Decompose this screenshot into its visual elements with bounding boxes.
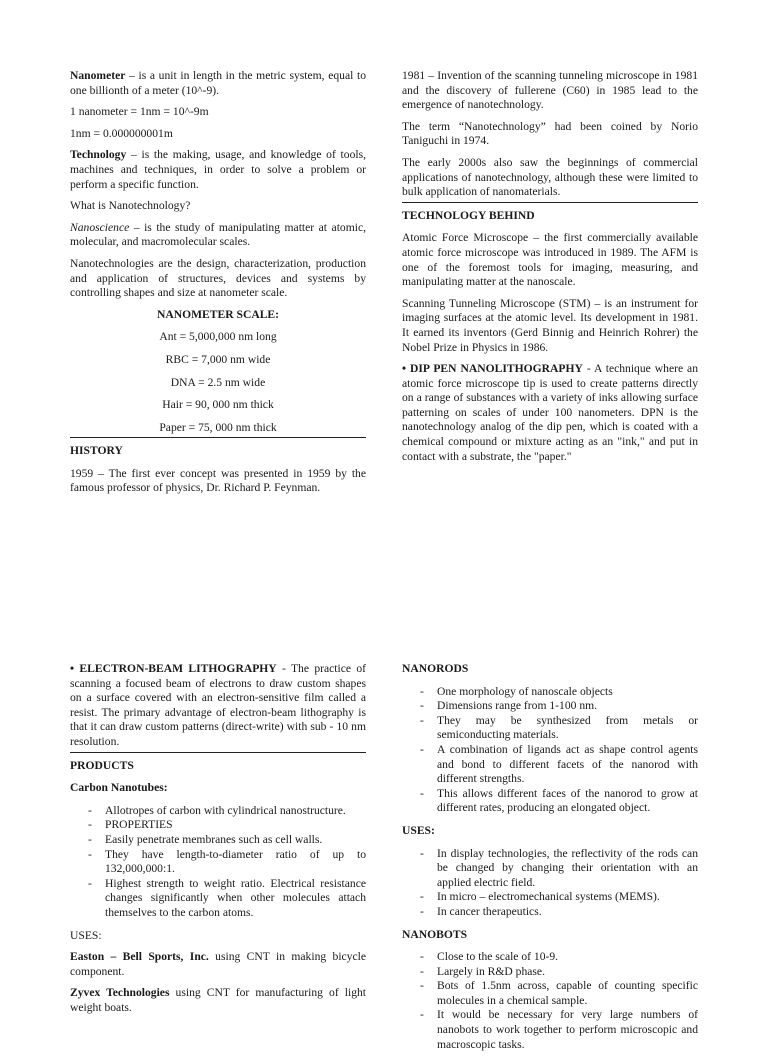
divider	[70, 752, 366, 753]
uses-list	[402, 847, 698, 920]
scale-item: DNA = 2.5 nm wide	[170, 375, 266, 389]
list-item: - It would be necessary for very large numbers of nanobots to work together to perform microscopic and macroscopic tasks.	[402, 1008, 698, 1052]
term: Easton – Bell Sports, Inc.	[70, 950, 209, 964]
list-item: - In cancer therapeutics.	[402, 905, 698, 920]
scale-item: RBC = 7,000 nm wide	[165, 352, 271, 366]
carbon-nanotubes-heading: Carbon Nanotubes:	[70, 781, 168, 795]
term: Nanoscience	[70, 220, 130, 234]
term: Zyvex Technologies	[70, 986, 170, 1000]
equation-1: 1 nanometer = 1nm = 10^-9m	[70, 105, 209, 119]
nanorods-heading: NANORODS	[402, 662, 469, 675]
scale-heading: NANOMETER SCALE:	[156, 307, 280, 321]
nanotechnologies-paragraph: Nanotechnologies are the design, characterization, production and application of structures, devices and systems by controlling shapes and size at nanometer scale.	[70, 256, 366, 300]
stm-paragraph: Scanning Tunneling Microscope (STM) – is an instrument for imaging surfaces at the atomic level. Its development in 1981. It earned its inventors (Gerd Binnig and Heinrich Rohrer) the Nobel Prize in Physics in 1986.	[402, 296, 698, 354]
term: Nanometer	[70, 69, 126, 82]
list-item: - Close to the scale of 10-9.	[402, 950, 698, 965]
list-item: - Bots of 1.5nm across, capable of counting specific molecules in a chemical sample.	[402, 979, 698, 1008]
easton-paragraph: Easton – Bell Sports, Inc. using CNT in making bicycle component.	[70, 950, 366, 978]
nanobots-list	[402, 950, 698, 1052]
term: • DIP PEN NANOLITHOGRAPHY	[402, 362, 583, 376]
history-2000s: The early 2000s also saw the beginnings of commercial applications of nanotechnology, although these were limited to bulk application of nanomaterials.	[402, 155, 698, 199]
history-1959: 1959 – The first ever concept was presented in 1959 by the famous professor of physics, Dr. Richard P. Feynman.	[70, 466, 366, 495]
list-item: - One morphology of nanoscale objects	[402, 685, 698, 700]
dpn-paragraph: • DIP PEN NANOLITHOGRAPHY - A technique where an atomic force microscope tip is used to create patterns directly on a range of substances with a variety of inks allowing surface patterning on scales of under 100 nanometers. DPN is the nanotechnology analog of the dip pen, which is coated with a chemical compound or mixture acting as an "ink," and put in contact with a substrate, the "paper."	[402, 362, 699, 463]
uses-heading: USES:	[402, 823, 435, 837]
list-item: - This allows different faces of the nanorod to grow at different rates, producing an elongated object.	[402, 787, 698, 816]
uses-label: USES:	[70, 928, 102, 942]
scale-item: Ant = 5,000,000 nm long	[159, 330, 277, 344]
nanometer-definition: Nanometer – is a unit in length in the metric system, equal to one billionth of a meter (10^-9).	[70, 69, 366, 97]
nanobots-heading: NANOBOTS	[402, 927, 468, 941]
page1-right-column	[402, 69, 698, 471]
list-item: - A combination of ligands act as shape control agents and bond to different facets of the nanorod with different strengths.	[402, 743, 698, 787]
nanoscience-definition: Nanoscience – is the study of manipulating matter at atomic, molecular, and macromolecular scales.	[70, 220, 366, 249]
list-item: - Dimensions range from 1-100 nm.	[402, 699, 698, 714]
history-heading: HISTORY	[70, 444, 123, 458]
list-item: - Largely in R&D phase.	[402, 965, 698, 980]
page2-right-column	[402, 662, 698, 1060]
carbon-nanotubes-list	[70, 804, 366, 921]
history-term: The term “Nanotechnology” had been coined by Norio Taniguchi in 1974.	[402, 119, 698, 148]
technology-heading: TECHNOLOGY BEHIND	[402, 208, 535, 222]
page1-left-column	[70, 69, 366, 503]
nanotech-question: What is Nanotechnology?	[70, 199, 191, 213]
zyvex-paragraph: Zyvex Technologies using CNT for manufacturing of light weight boats.	[70, 986, 367, 1014]
list-item: - They may be synthesized from metals or semiconducting materials.	[402, 714, 698, 743]
list-item: - Highest strength to weight ratio. Electrical resistance changes significantly when other molecules attach themselves to the carbon atoms.	[70, 877, 366, 921]
term: • ELECTRON-BEAM LITHOGRAPHY	[70, 662, 277, 675]
divider	[70, 437, 366, 438]
list-item: - They have length-to-diameter ratio of up to 132,000,000:1.	[70, 848, 366, 877]
scale-item: Paper = 75, 000 nm thick	[159, 420, 277, 434]
list-item: - Allotropes of carbon with cylindrical nanostructure.	[70, 804, 366, 819]
ebl-paragraph: • ELECTRON-BEAM LITHOGRAPHY - The practice of scanning a focused beam of electrons to draw custom shapes on a surface covered with an electron-sensitive film called a resist. The primary advantage of electron-beam lithography is that it can draw custom patterns (direct-write) with sub - 10 nm resolution.	[70, 662, 366, 748]
history-1981: 1981 – Invention of the scanning tunneling microscope in 1981 and the discovery of fullerene (C60) in 1985 lead to the emergence of nanotechnology.	[402, 69, 698, 112]
equation-2: 1nm = 0.000000001m	[70, 126, 173, 140]
page2-left-column	[70, 662, 366, 1022]
divider	[402, 202, 698, 203]
scale-item: Hair = 90, 000 nm thick	[162, 398, 274, 412]
term: Technology	[70, 148, 127, 162]
list-item: - In micro – electromechanical systems (MEMS).	[402, 890, 698, 905]
products-heading: PRODUCTS	[70, 758, 134, 772]
list-item: - Easily penetrate membranes such as cell walls.	[70, 833, 366, 848]
technology-definition: Technology – is the making, usage, and knowledge of tools, machines and techniques, in order to solve a problem or perform a specific function.	[70, 148, 366, 191]
list-item: - In display technologies, the reflectivity of the rods can be changed by changing their orientation with an applied electric field.	[402, 847, 698, 891]
nanorods-list	[402, 685, 698, 816]
list-item: - PROPERTIES	[70, 818, 366, 833]
afm-paragraph: Atomic Force Microscope – the first commercially available atomic force microscope was introduced in 1989. The AFM is one of the foremost tools for imaging, measuring, and manipulating matter at the nanoscale.	[402, 231, 698, 289]
